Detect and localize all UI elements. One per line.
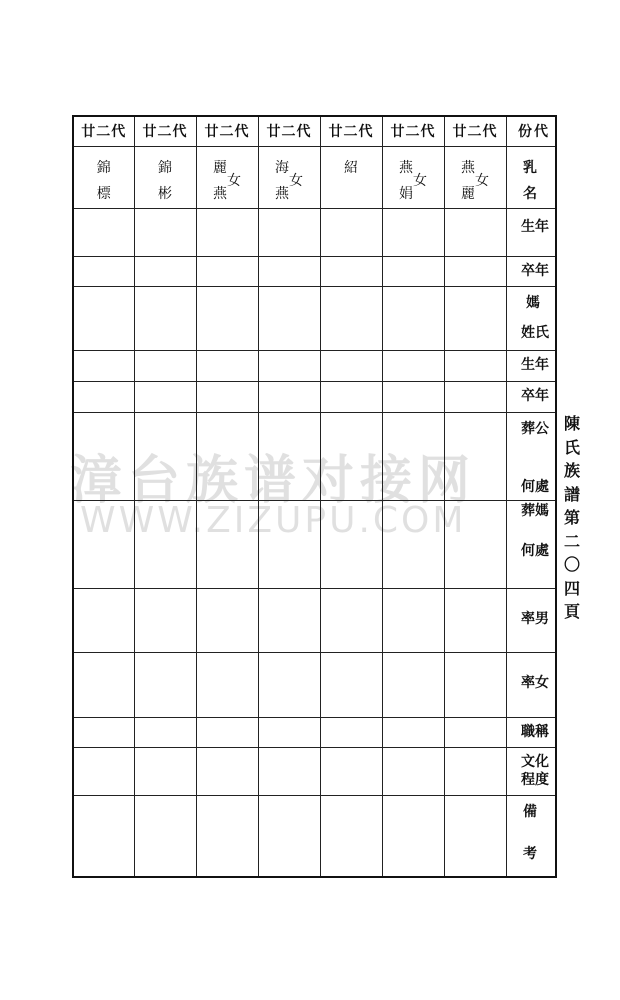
header-label-cell (506, 116, 556, 146)
name-char: 彬 (158, 185, 172, 202)
name-column (289, 168, 304, 194)
row-label-birth: 生年 (506, 208, 556, 256)
person-name-cell (258, 146, 320, 208)
name-column (461, 155, 476, 207)
row-label-name (506, 146, 556, 208)
name-char: 錦 (158, 159, 172, 176)
name-column (227, 168, 242, 194)
row-burial (73, 412, 556, 500)
name-column (96, 155, 111, 207)
person-name-cell (320, 146, 382, 208)
side-title-text: 陳氏族譜第二〇四頁 (563, 414, 580, 621)
name-char: 女 (475, 172, 489, 189)
name-char: 女 (413, 172, 427, 189)
row-label-daughters: 率女 (506, 652, 556, 717)
watermark-url: WWW.ZIZUPU.COM (80, 500, 467, 541)
watermark-chinese: 漳台族谱对接网 (70, 451, 477, 511)
row-label-education: 文化 程度 (506, 747, 556, 795)
row-birth (73, 208, 556, 256)
name-char: 燕 (461, 159, 475, 176)
row-label-mother-surname: 媽 姓氏 (506, 286, 556, 350)
name-char: 女 (227, 172, 241, 189)
name-char: 女 (289, 172, 303, 189)
row-burial-2 (73, 500, 556, 588)
name-column (275, 155, 290, 207)
person-name-cell (73, 146, 134, 208)
row-mother-surname (73, 286, 556, 350)
generation-header: 廿二代 (73, 116, 134, 146)
name-char: 娟 (399, 185, 413, 202)
row-label-char: 名 (523, 185, 537, 202)
generation-header: 廿二代 (134, 116, 196, 146)
row-label-burial: 葬公 何處 (506, 412, 556, 500)
name-column (158, 155, 173, 207)
name-char: 標 (96, 185, 111, 202)
name-column (413, 168, 428, 194)
row-label-title: 職稱 (506, 717, 556, 747)
row-sons (73, 588, 556, 652)
row-label-birth-2: 生年 (506, 350, 556, 381)
row-label-death: 卒年 (506, 256, 556, 286)
person-name-cell (382, 146, 444, 208)
person-name-cell (196, 146, 258, 208)
row-death (73, 256, 556, 286)
name-column (399, 155, 414, 207)
name-char: 麗 (461, 185, 475, 202)
generation-header-row (73, 116, 556, 146)
row-label-char: 乳 (523, 159, 537, 176)
name-char: 燕 (213, 185, 227, 202)
page-side-title (563, 412, 581, 624)
row-label-burial-2: 葬媽 何處 (506, 500, 556, 588)
name-column (344, 155, 359, 181)
row-daughters (73, 652, 556, 717)
name-char: 麗 (213, 159, 227, 176)
name-column (475, 168, 490, 194)
name-char: 紹 (344, 159, 358, 176)
generation-header: 廿二代 (196, 116, 258, 146)
row-education (73, 747, 556, 795)
generation-header: 廿二代 (320, 116, 382, 146)
name-char: 燕 (399, 159, 413, 176)
name-char: 海 (275, 159, 289, 176)
row-birth-2 (73, 350, 556, 381)
name-char: 錦 (96, 159, 111, 176)
name-char: 燕 (275, 185, 289, 202)
person-name-cell (134, 146, 196, 208)
name-row (73, 146, 556, 208)
person-name-cell (444, 146, 506, 208)
row-death-2 (73, 381, 556, 412)
row-label-remarks: 備 考 (506, 795, 556, 877)
row-label-sons: 率男 (506, 588, 556, 652)
row-title (73, 717, 556, 747)
generation-header: 廿二代 (444, 116, 506, 146)
genealogy-table (72, 115, 557, 878)
generation-header: 廿二代 (258, 116, 320, 146)
generation-header: 廿二代 (382, 116, 444, 146)
header-label-char: 份 (518, 124, 532, 140)
row-label-death-2: 卒年 (506, 381, 556, 412)
name-column (213, 155, 228, 207)
header-label-char: 代 (534, 124, 548, 140)
row-remarks (73, 795, 556, 877)
